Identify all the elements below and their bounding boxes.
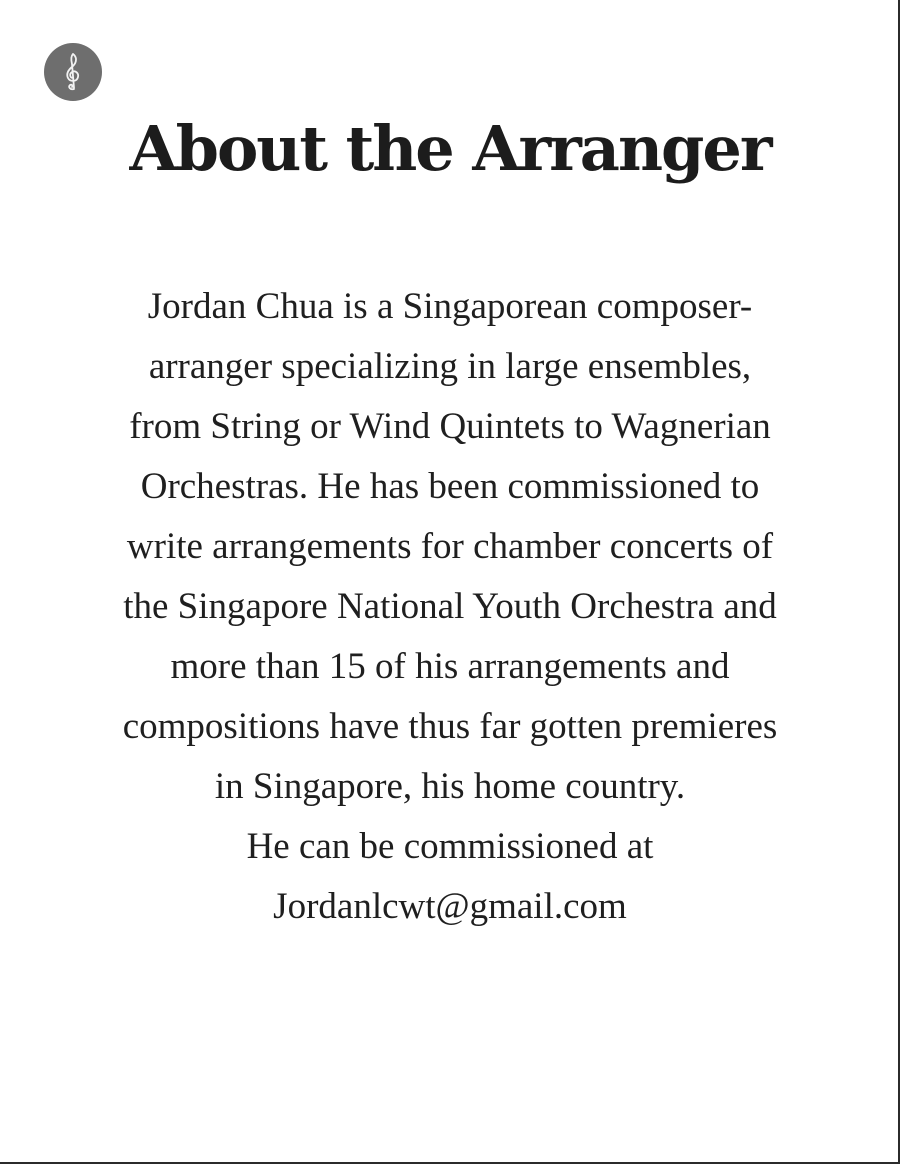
page-title: About the Arranger <box>129 112 771 185</box>
bio-line: more than 15 of his arrangements and <box>170 646 730 687</box>
bio-line: write arrangements for chamber concerts of <box>126 526 774 567</box>
treble-clef-icon <box>44 43 102 101</box>
bio-paragraph <box>60 277 840 937</box>
bio-line: He can be commissioned at <box>246 826 654 867</box>
bio-line: compositions have thus far gotten premieres <box>122 706 778 747</box>
treble-clef-glyph <box>58 52 88 92</box>
bio-line: Jordan Chua is a Singaporean composer- <box>147 286 753 327</box>
bio-line: the Singapore National Youth Orchestra and <box>123 586 777 627</box>
bio-line: in Singapore, his home country. <box>214 766 686 807</box>
bio-line: arranger specializing in large ensembles, <box>148 346 752 387</box>
contact-email: Jordanlcwt@gmail.com <box>273 886 627 927</box>
bio-line: from String or Wind Quintets to Wagnerian <box>129 406 771 447</box>
bio-line: Orchestras. He has been commissioned to <box>140 466 760 507</box>
